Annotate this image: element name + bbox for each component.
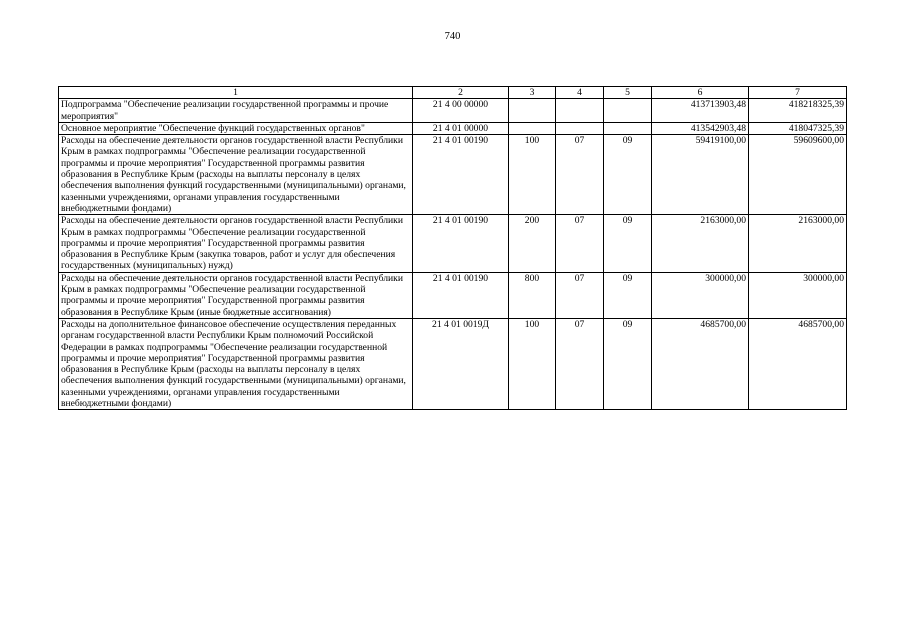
row-sum-1: 300000,00 xyxy=(652,272,749,318)
row-name: Расходы на дополнительное финансовое обеспечение осуществления переданных органам государственной власти Республики Крым полномочий Российской Федерации в рамках подпрограммы "Обеспечение реализации государственной программы и прочие мероприятия" Государственной программы развития образования в Республике Крым (расходы на выплаты персоналу в целях обеспечения выполнения функций государственными (муниципальными) органами, казенными учреждениями, органами управления государственными внебюджетными фондами) xyxy=(59,318,413,409)
row-section xyxy=(556,99,604,123)
header-col-7: 7 xyxy=(749,87,847,99)
row-name: Расходы на обеспечение деятельности органов государственной власти Республики Крым в рамках подпрограммы "Обеспечение реализации государственной программы и прочие мероприятия" Государственной программы развития образования в Республике Крым (расходы на выплаты персоналу в целях обеспечения выполнения функций государственными (муниципальными) органами, казенными учреждениями, органами управления государственными внебюджетными фондами) xyxy=(59,135,413,215)
row-section: 07 xyxy=(556,272,604,318)
page-number: 740 xyxy=(444,31,461,42)
table-row xyxy=(59,318,847,409)
header-col-5: 5 xyxy=(604,87,652,99)
header-col-1: 1 xyxy=(59,87,413,99)
header-col-2: 2 xyxy=(413,87,509,99)
row-sum-2: 4685700,00 xyxy=(749,318,847,409)
row-subsection: 09 xyxy=(604,272,652,318)
row-expense-type: 200 xyxy=(509,215,556,272)
row-subsection: 09 xyxy=(604,135,652,215)
row-sum-2: 59609600,00 xyxy=(749,135,847,215)
header-col-6: 6 xyxy=(652,87,749,99)
row-subsection xyxy=(604,122,652,134)
row-target-article: 21 4 01 00190 xyxy=(413,215,509,272)
row-section: 07 xyxy=(556,318,604,409)
row-expense-type xyxy=(509,122,556,134)
row-section: 07 xyxy=(556,135,604,215)
row-target-article: 21 4 01 00190 xyxy=(413,135,509,215)
row-expense-type: 100 xyxy=(509,318,556,409)
row-target-article: 21 4 01 0019Д xyxy=(413,318,509,409)
table-row xyxy=(59,135,847,215)
row-target-article: 21 4 01 00190 xyxy=(413,272,509,318)
row-sum-2: 418047325,39 xyxy=(749,122,847,134)
row-subsection: 09 xyxy=(604,318,652,409)
row-name: Расходы на обеспечение деятельности органов государственной власти Республики Крым в рамках подпрограммы "Обеспечение реализации государственной программы и прочие мероприятия" Государственной программы развития образования в Республике Крым (закупка товаров, работ и услуг для обеспечения государственных (муниципальных) нужд) xyxy=(59,215,413,272)
budget-table xyxy=(58,86,847,410)
table-row xyxy=(59,122,847,134)
table-row xyxy=(59,272,847,318)
row-target-article: 21 4 01 00000 xyxy=(413,122,509,134)
row-name: Основное мероприятие "Обеспечение функций государственных органов" xyxy=(59,122,413,134)
row-sum-2: 2163000,00 xyxy=(749,215,847,272)
header-col-4: 4 xyxy=(556,87,604,99)
row-section: 07 xyxy=(556,215,604,272)
row-sum-1: 413542903,48 xyxy=(652,122,749,134)
header-col-3: 3 xyxy=(509,87,556,99)
row-subsection xyxy=(604,99,652,123)
header-row xyxy=(59,87,847,99)
row-expense-type: 800 xyxy=(509,272,556,318)
row-sum-1: 413713903,48 xyxy=(652,99,749,123)
row-section xyxy=(556,122,604,134)
row-name: Расходы на обеспечение деятельности органов государственной власти Республики Крым в рамках подпрограммы "Обеспечение реализации государственной программы и прочие мероприятия" Государственной программы развития образования в Республике Крым (иные бюджетные ассигнования) xyxy=(59,272,413,318)
table-row xyxy=(59,99,847,123)
row-sum-1: 4685700,00 xyxy=(652,318,749,409)
row-sum-2: 418218325,39 xyxy=(749,99,847,123)
row-expense-type xyxy=(509,99,556,123)
row-target-article: 21 4 00 00000 xyxy=(413,99,509,123)
row-sum-2: 300000,00 xyxy=(749,272,847,318)
row-sum-1: 2163000,00 xyxy=(652,215,749,272)
row-expense-type: 100 xyxy=(509,135,556,215)
row-name: Подпрограмма "Обеспечение реализации государственной программы и прочие мероприятия" xyxy=(59,99,413,123)
row-sum-1: 59419100,00 xyxy=(652,135,749,215)
row-subsection: 09 xyxy=(604,215,652,272)
table-row xyxy=(59,215,847,272)
